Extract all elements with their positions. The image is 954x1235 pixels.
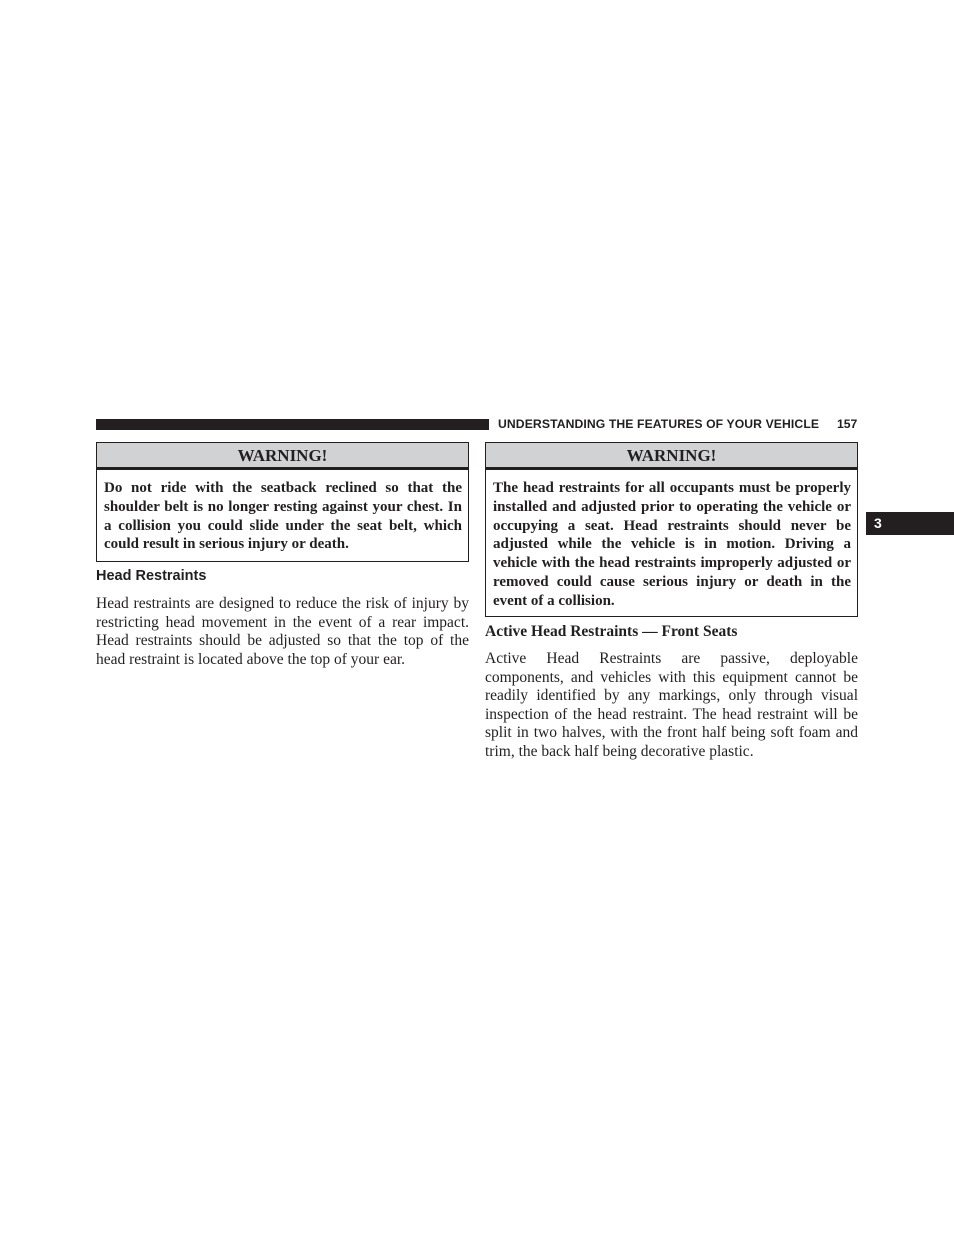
warning-title: WARNING! [486, 443, 857, 470]
head-restraints-heading: Head Restraints [96, 568, 207, 584]
header-rule [96, 419, 489, 430]
running-header-title: UNDERSTANDING THE FEATURES OF YOUR VEHICLE [498, 417, 820, 431]
chapter-tab: 3 [866, 512, 954, 535]
active-head-restraints-heading: Active Head Restraints — Front Seats [485, 623, 738, 640]
warning-title: WARNING! [97, 443, 468, 470]
warning-text: The head restraints for all occupants must be properly installed and adjusted prior to operating the vehicle or occupying a seat. Head restraints should never be adjusted while the vehicle is in motion. Driving a vehicle with the head restraints improperly adjusted or removed could cause serious injury or death in the event of a collision. [493, 480, 851, 609]
head-restraint-warning-box [485, 442, 858, 617]
seatback-warning-box [96, 442, 469, 562]
warning-text: Do not ride with the seatback reclined so that the shoulder belt is no longer resting against your chest. In a collision you could slide under the seat belt, which could result in serious injury or death. [104, 480, 462, 553]
head-restraints-paragraph: Head restraints are designed to reduce the risk of injury by restricting head movement in the event of a rear impact. Head restraints should be adjusted so that the top of the head restraint is located above the top of your ear. [96, 595, 469, 668]
active-head-restraints-paragraph: Active Head Restraints are passive, deployable components, and vehicles with this equipment cannot be readily identified by any markings, only through visual inspection of the head restraint. The head restraint will be split in two halves, with the front half being soft foam and trim, the back half being decorative plastic. [485, 650, 858, 760]
page-number: 157 [837, 417, 858, 431]
